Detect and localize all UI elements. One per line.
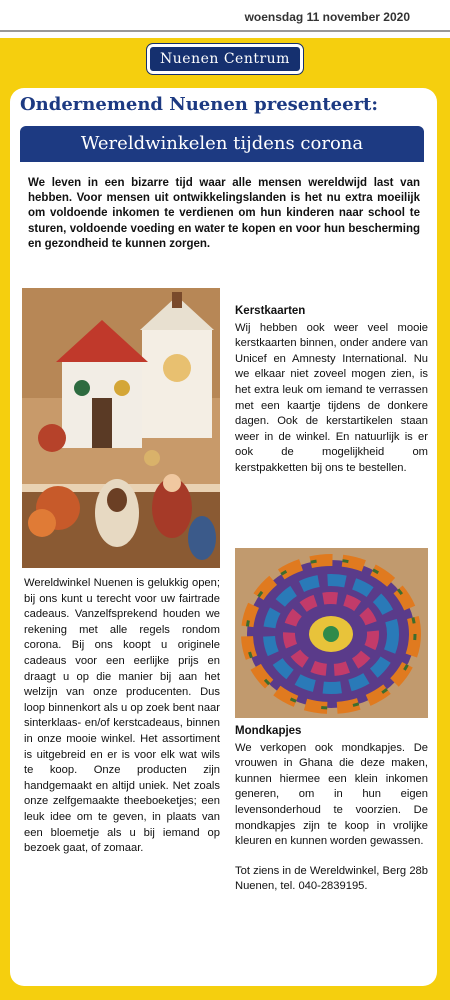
article-card <box>10 88 437 986</box>
closing-address: Tot ziens in de Wereldwinkel, Berg 28b Nuenen, tel. 040-2839195. <box>235 864 428 893</box>
logo-wrap <box>0 44 450 74</box>
main-body-text: Wereldwinkel Nuenen is gelukkig open; bij ons kunt u terecht voor uw fairtrade cadeaus. Vanzelfsprekend houden we rekening met alle regels rondom corona. Bij ons koopt u originele cadeaus voor een eerlijke prijs en draagt u op die manier bij aan het welzijn van onze producenten. Dus loop binnenkort als u op zoek bent naar sinterklaas- en/of kerstcadeaus, binnen in onze mooie winkel. Het assortiment is uitgebreid en er is voor elk wat wils te koop. Onze producten zijn handgemaakt en altijd uniek. Net zoals onze zelfgemaakte theeboeketjes; een leuk idee om te geven, in plaats van een bloemetje als u bij iemand op bezoek gaat, of zomaar. <box>24 577 220 855</box>
section-heading: Kerstkaarten <box>235 305 306 317</box>
nuenen-centrum-logo: Nuenen Centrum <box>147 44 303 74</box>
article-title: Wereldwinkelen tijdens corona <box>80 133 364 154</box>
section-mondkapjes <box>235 724 428 895</box>
section-body: Wij hebben ook weer veel mooie kerstkaarten binnen, onder andere van Unicef en Amnesty International. Nu we elkaar niet zoveel mogen zien, is het extra leuk om iemand te verrassen met een kaartje tijdens de donkere dagen. Ook de kerstartikelen staan weer in de winkel. En natuurlijk is er ook de mogelijkheid om kerstpakketten bij ons te bestellen. <box>235 321 428 474</box>
section-kerstkaarten <box>235 304 428 477</box>
intro-paragraph: We leven in een bizarre tijd waar alle mensen wereldwijd last van hebben. Voor mensen uit ontwikkelingslanden is het nu extra moeilijk om voldoende inkomen te verdienen om hun kinderen naar school te sturen, voldoende voeding en water te kopen en voor hun bescherming en gezondheid te kunnen zorgen. <box>28 177 420 250</box>
article-kicker: Ondernemend Nuenen presenteert: <box>20 94 379 115</box>
date-line: woensdag 11 november 2020 <box>244 10 410 24</box>
title-bar <box>20 126 424 162</box>
top-rule <box>0 30 450 32</box>
face-masks-photo <box>235 548 428 718</box>
nativity-photo <box>22 288 220 568</box>
section-body: We verkopen ook mondkapjes. De vrouwen in Ghana die deze maken, kunnen hiermee een klein inkomen generen, om in hun eigen levensonderhoud te voorzien. De mondkapjes zijn te koop in vrolijke kleuren en kunnen worden gewassen. <box>235 741 428 848</box>
section-heading: Mondkapjes <box>235 725 302 737</box>
